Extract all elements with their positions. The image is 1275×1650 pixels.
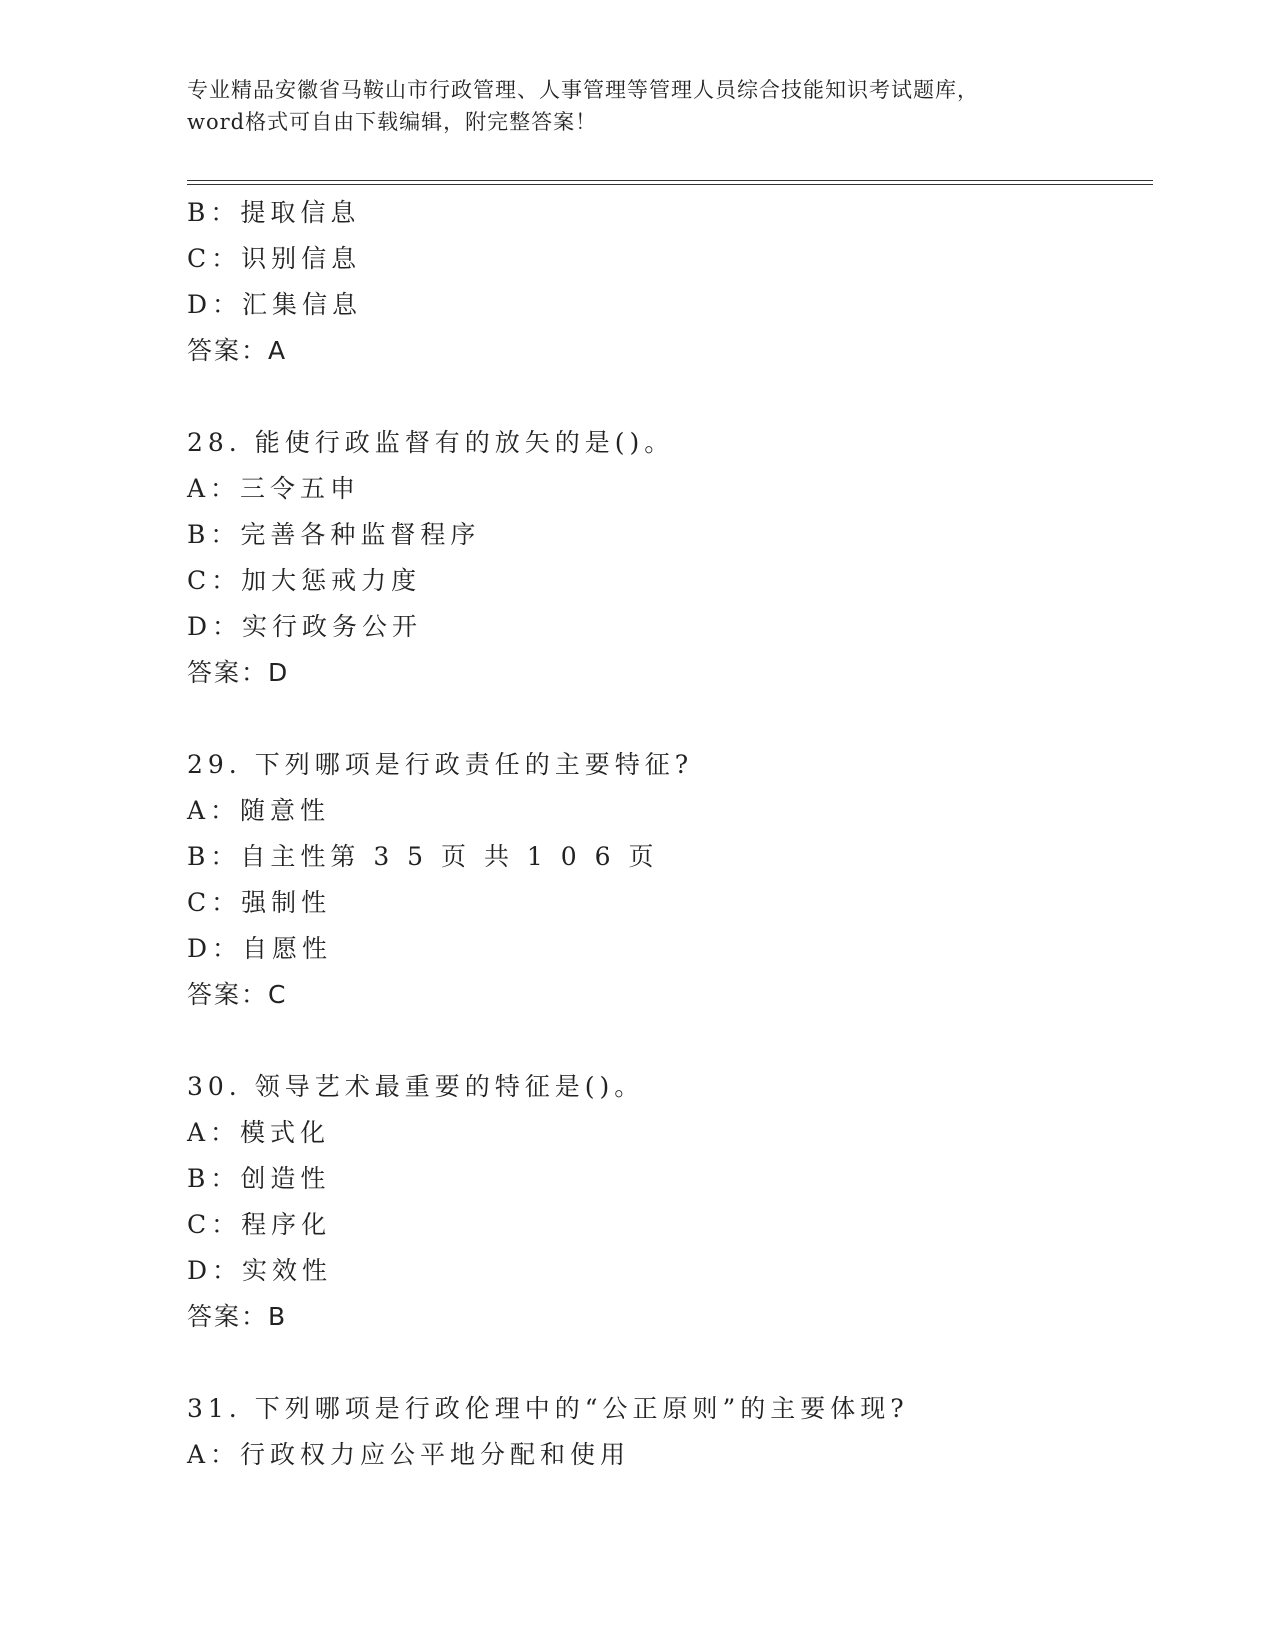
option-c: C：强制性 (187, 888, 332, 917)
option-d: D：汇集信息 (187, 290, 363, 319)
option-a: A：模式化 (187, 1118, 331, 1147)
option-b: B：提取信息 (187, 198, 361, 227)
question-31 (187, 1386, 1147, 1478)
header-divider (187, 180, 1153, 185)
question-list (187, 190, 1147, 1478)
option-b: B：创造性 (187, 1164, 331, 1193)
option-c: C：加大惩戒力度 (187, 566, 422, 595)
header-line-1: 专业精品安徽省马鞍山市行政管理、人事管理等管理人员综合技能知识考试题库， (187, 78, 979, 102)
question-27-continued (187, 190, 1147, 374)
question-29 (187, 742, 1147, 1018)
question-30 (187, 1064, 1147, 1340)
document-header (187, 74, 1087, 138)
question-stem: 30. 领导艺术最重要的特征是()。 (187, 1072, 645, 1101)
option-d: D：实效性 (187, 1256, 333, 1285)
question-stem: 31. 下列哪项是行政伦理中的“公正原则”的主要体现? (187, 1394, 909, 1423)
question-stem: 29. 下列哪项是行政责任的主要特征? (187, 750, 694, 779)
answer: 答案：D (187, 658, 290, 687)
option-d: D：实行政务公开 (187, 612, 423, 641)
option-c: C：识别信息 (187, 244, 362, 273)
answer: 答案：C (187, 980, 288, 1009)
answer: 答案：B (187, 1302, 288, 1331)
question-28 (187, 420, 1147, 696)
header-line-2: word格式可自由下载编辑，附完整答案！ (187, 110, 598, 134)
option-a: A：随意性 (187, 796, 331, 825)
option-b: B：自主性第 3 5 页 共 1 0 6 页 (187, 842, 659, 871)
option-b: B：完善各种监督程序 (187, 520, 481, 549)
option-a: A：三令五申 (187, 474, 361, 503)
answer: 答案：A (187, 336, 288, 365)
question-stem: 28. 能使行政监督有的放矢的是()。 (187, 428, 675, 457)
option-d: D：自愿性 (187, 934, 333, 963)
option-a: A：行政权力应公平地分配和使用 (187, 1440, 631, 1469)
option-c: C：程序化 (187, 1210, 332, 1239)
